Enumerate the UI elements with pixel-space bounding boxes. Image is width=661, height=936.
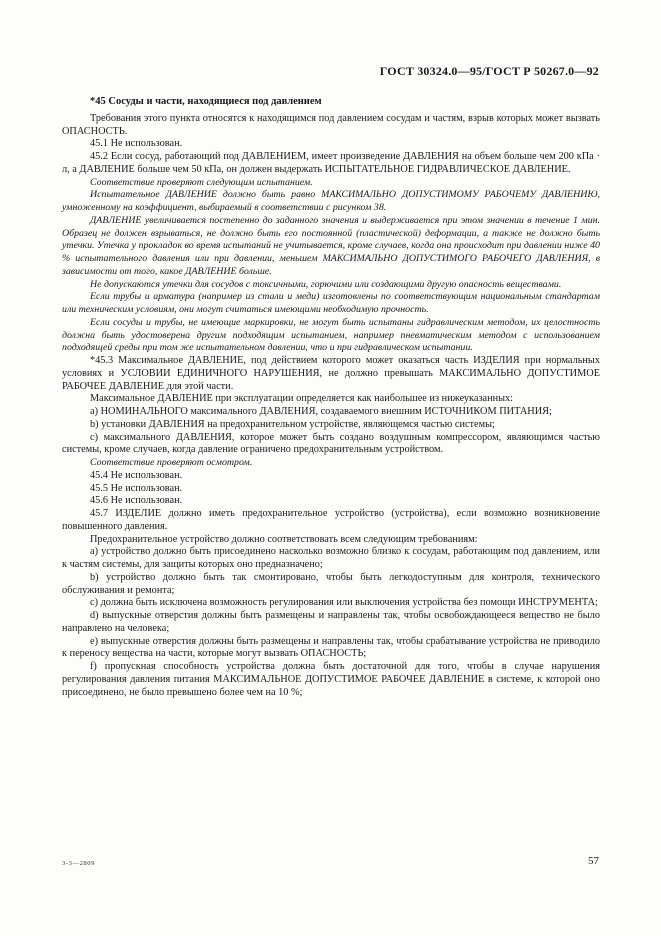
- paragraph: 45.5 Не использован.: [90, 482, 183, 494]
- list-item: e) выпускные отверстия должны быть размещены и направлены так, чтобы срабатывание устройства не приводило к переносу вещества на части, которые могут вызвать ОПАСНОСТЬ;: [62, 635, 600, 660]
- standard-header: ГОСТ 30324.0—95/ГОСТ Р 50267.0—92: [379, 64, 599, 78]
- italic-paragraph: Если трубы и арматура (например из стали и меди) изготовлены по соответствующим национальным стандартам или техническим условиям, они могут считаться имеющими необходимую прочность.: [62, 291, 600, 315]
- list-item: b) устройство должно быть так смонтировано, чтобы быть легкодоступным для контроля, технического обслуживания и ремонта;: [62, 571, 600, 596]
- italic-paragraph: Не допускаются утечки для сосудов с токсичными, горючими или создающими другую опасность веществами.: [90, 278, 562, 290]
- print-code: 3-3—2809: [62, 860, 95, 867]
- page-number: 57: [588, 855, 599, 867]
- section-heading: *45 Сосуды и части, находящиеся под давлением: [90, 96, 322, 107]
- document-body: [62, 96, 600, 699]
- list-item: c) максимального ДАВЛЕНИЯ, которое может быть создано воздушным компрессором, являющимся частью системы, кроме случаев, когда давление ограничено предохранительным устройством.: [62, 431, 600, 456]
- paragraph: *45.3 Максимальное ДАВЛЕНИЕ, под действием которого может оказаться часть ИЗДЕЛИЯ при нормальных условиях и УСЛОВИИ ЕДИНИЧНОГО НАРУШЕНИЯ, не должно превышать МАКСИМАЛЬНО ДОПУСТИМОЕ РАБОЧЕЕ ДАВЛЕНИЕ для этой части.: [62, 355, 600, 392]
- italic-paragraph: Соответствие проверяют осмотром.: [90, 457, 253, 468]
- paragraph: 45.1 Не использован.: [90, 138, 183, 150]
- italic-paragraph: Соответствие проверяют следующим испытанием.: [90, 176, 313, 188]
- list-item: d) выпускные отверстия должны быть размещены и направлены так, чтобы освобождающееся вещество не было направлено на человека;: [62, 610, 600, 634]
- paragraph: Максимальное ДАВЛЕНИЕ при эксплуатации определяется как наибольшее из нижеуказанных:: [90, 393, 514, 405]
- italic-paragraph: ДАВЛЕНИЕ увеличивается постепенно до заданного значения и выдерживается при этом значении в течение 1 мин. Образец не должен взрываться, не должно быть его постоянной (пластической) деформации, а также не должно быть утечки. Утечка у прокладок во время испытаний не учитывается, кроме случаев, когда она происходит при давлении ниже 40 % испытательного давления или при давлении, меньшем МАКСИМАЛЬНО ДОПУСТИМОГО РАБОЧЕГО ДАВЛЕНИЯ, в зависимости от того, какое ДАВЛЕНИЕ больше.: [62, 214, 600, 277]
- paragraph: 45.2 Если сосуд, работающий под ДАВЛЕНИЕМ, имеет произведение ДАВЛЕНИЯ на объем больше чем 200 кПа · л, а ДАВЛЕНИЕ больше чем 50 кПа, он должен выдержать ИСПЫТАТЕЛЬНОЕ ГИДРАВЛИЧЕСКОЕ ДАВЛЕНИЕ.: [62, 151, 600, 175]
- paragraph: Требования этого пункта относятся к находящимся под давлением сосудам и частям, взрыв которых может вызвать ОПАСНОСТЬ.: [62, 112, 600, 137]
- paragraph: 45.7 ИЗДЕЛИЕ должно иметь предохранительное устройство (устройства), если возможно возникновение повышенного давления.: [62, 508, 600, 532]
- paragraph: 45.6 Не использован.: [90, 495, 183, 507]
- italic-paragraph: Если сосуды и трубы, не имеющие маркировки, не могут быть испытаны гидравлическим методом, их целостность должна быть удостоверена другим подходящим испытанием, например пневматическим методом с использованием подходящей среды при том же испытательном давлении, что и при гидравлическом испытании.: [62, 316, 600, 354]
- list-item: b) установки ДАВЛЕНИЯ на предохранительном устройстве, являющемся частью системы;: [90, 418, 495, 430]
- paragraph: 45.4 Не использован.: [90, 469, 183, 481]
- list-item: a) устройство должно быть присоединено насколько возможно близко к сосудам, работающим под давлением, или к частям системы, для защиты которых оно предназначено;: [62, 546, 600, 570]
- list-item: c) должна быть исключена возможность регулирования или выключения устройства без помощи ИНСТРУМЕНТА;: [90, 597, 598, 609]
- italic-paragraph: Испытательное ДАВЛЕНИЕ должно быть равно МАКСИМАЛЬНО ДОПУСТИМОМУ РАБОЧЕМУ ДАВЛЕНИЮ, умноженному на коэффициент, выбираемый в соответствии с рисунком 38.: [62, 189, 600, 213]
- paragraph: Предохранительное устройство должно соответствовать всем следующим требованиям:: [90, 533, 478, 545]
- list-item: a) НОМИНАЛЬНОГО максимального ДАВЛЕНИЯ, создаваемого внешним ИСТОЧНИКОМ ПИТАНИЯ;: [90, 406, 552, 417]
- list-item: f) пропускная способность устройства должна быть достаточной для того, чтобы в случае нарушения регулирования давления питания МАКСИМАЛЬНОЕ ДОПУСТИМОЕ РАБОЧЕЕ ДАВЛЕНИЕ в системе, к которой оно присоединено, не было превышено более чем на 10 %;: [62, 661, 600, 698]
